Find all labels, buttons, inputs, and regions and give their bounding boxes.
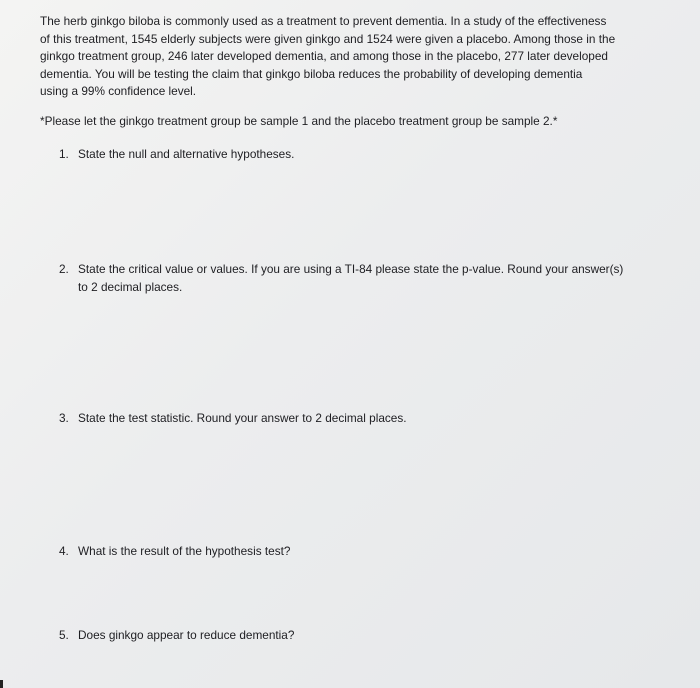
question-text bbox=[78, 627, 294, 645]
question-text-line: Does ginkgo appear to reduce dementia? bbox=[78, 628, 295, 642]
question-number: 2. bbox=[59, 262, 69, 276]
question-text-line: State the test statistic. Round your answer to 2 decimal places. bbox=[78, 411, 407, 425]
sample-note: *Please let the ginkgo treatment group be sample 1 and the placebo treatment group be sample 2.* bbox=[40, 114, 558, 128]
question-number: 5. bbox=[59, 628, 69, 642]
problem-statement-line: dementia. You will be testing the claim that ginkgo biloba reduces the probability of developing dementia bbox=[40, 66, 583, 81]
problem-statement-line: ginkgo treatment group, 246 later developed dementia, and among those in the placebo, 277 later developed bbox=[40, 49, 608, 63]
question-text-line: State the null and alternative hypotheses. bbox=[78, 147, 295, 161]
question-text bbox=[78, 543, 290, 561]
question-text bbox=[78, 410, 407, 428]
page-edge-mark bbox=[0, 680, 3, 688]
question-number: 1. bbox=[59, 147, 69, 161]
question-text-line: State the critical value or values. If you are using a TI-84 please state the p-value. Round your answer(s) bbox=[78, 262, 624, 276]
question-number: 3. bbox=[59, 411, 69, 425]
problem-statement-line: of this treatment, 1545 elderly subjects were given ginkgo and 1524 were given a placebo. Among those in the bbox=[40, 31, 616, 46]
question-number: 4. bbox=[59, 544, 69, 558]
question-text bbox=[78, 146, 294, 164]
question-text bbox=[78, 261, 623, 296]
problem-statement-line: The herb ginkgo biloba is commonly used as a treatment to prevent dementia. In a study of the effectiveness bbox=[40, 14, 607, 28]
problem-statement bbox=[40, 13, 652, 101]
question-text-line: to 2 decimal places. bbox=[78, 279, 183, 294]
question-text-line: What is the result of the hypothesis test? bbox=[78, 544, 291, 558]
problem-statement-line: using a 99% confidence level. bbox=[40, 84, 197, 98]
